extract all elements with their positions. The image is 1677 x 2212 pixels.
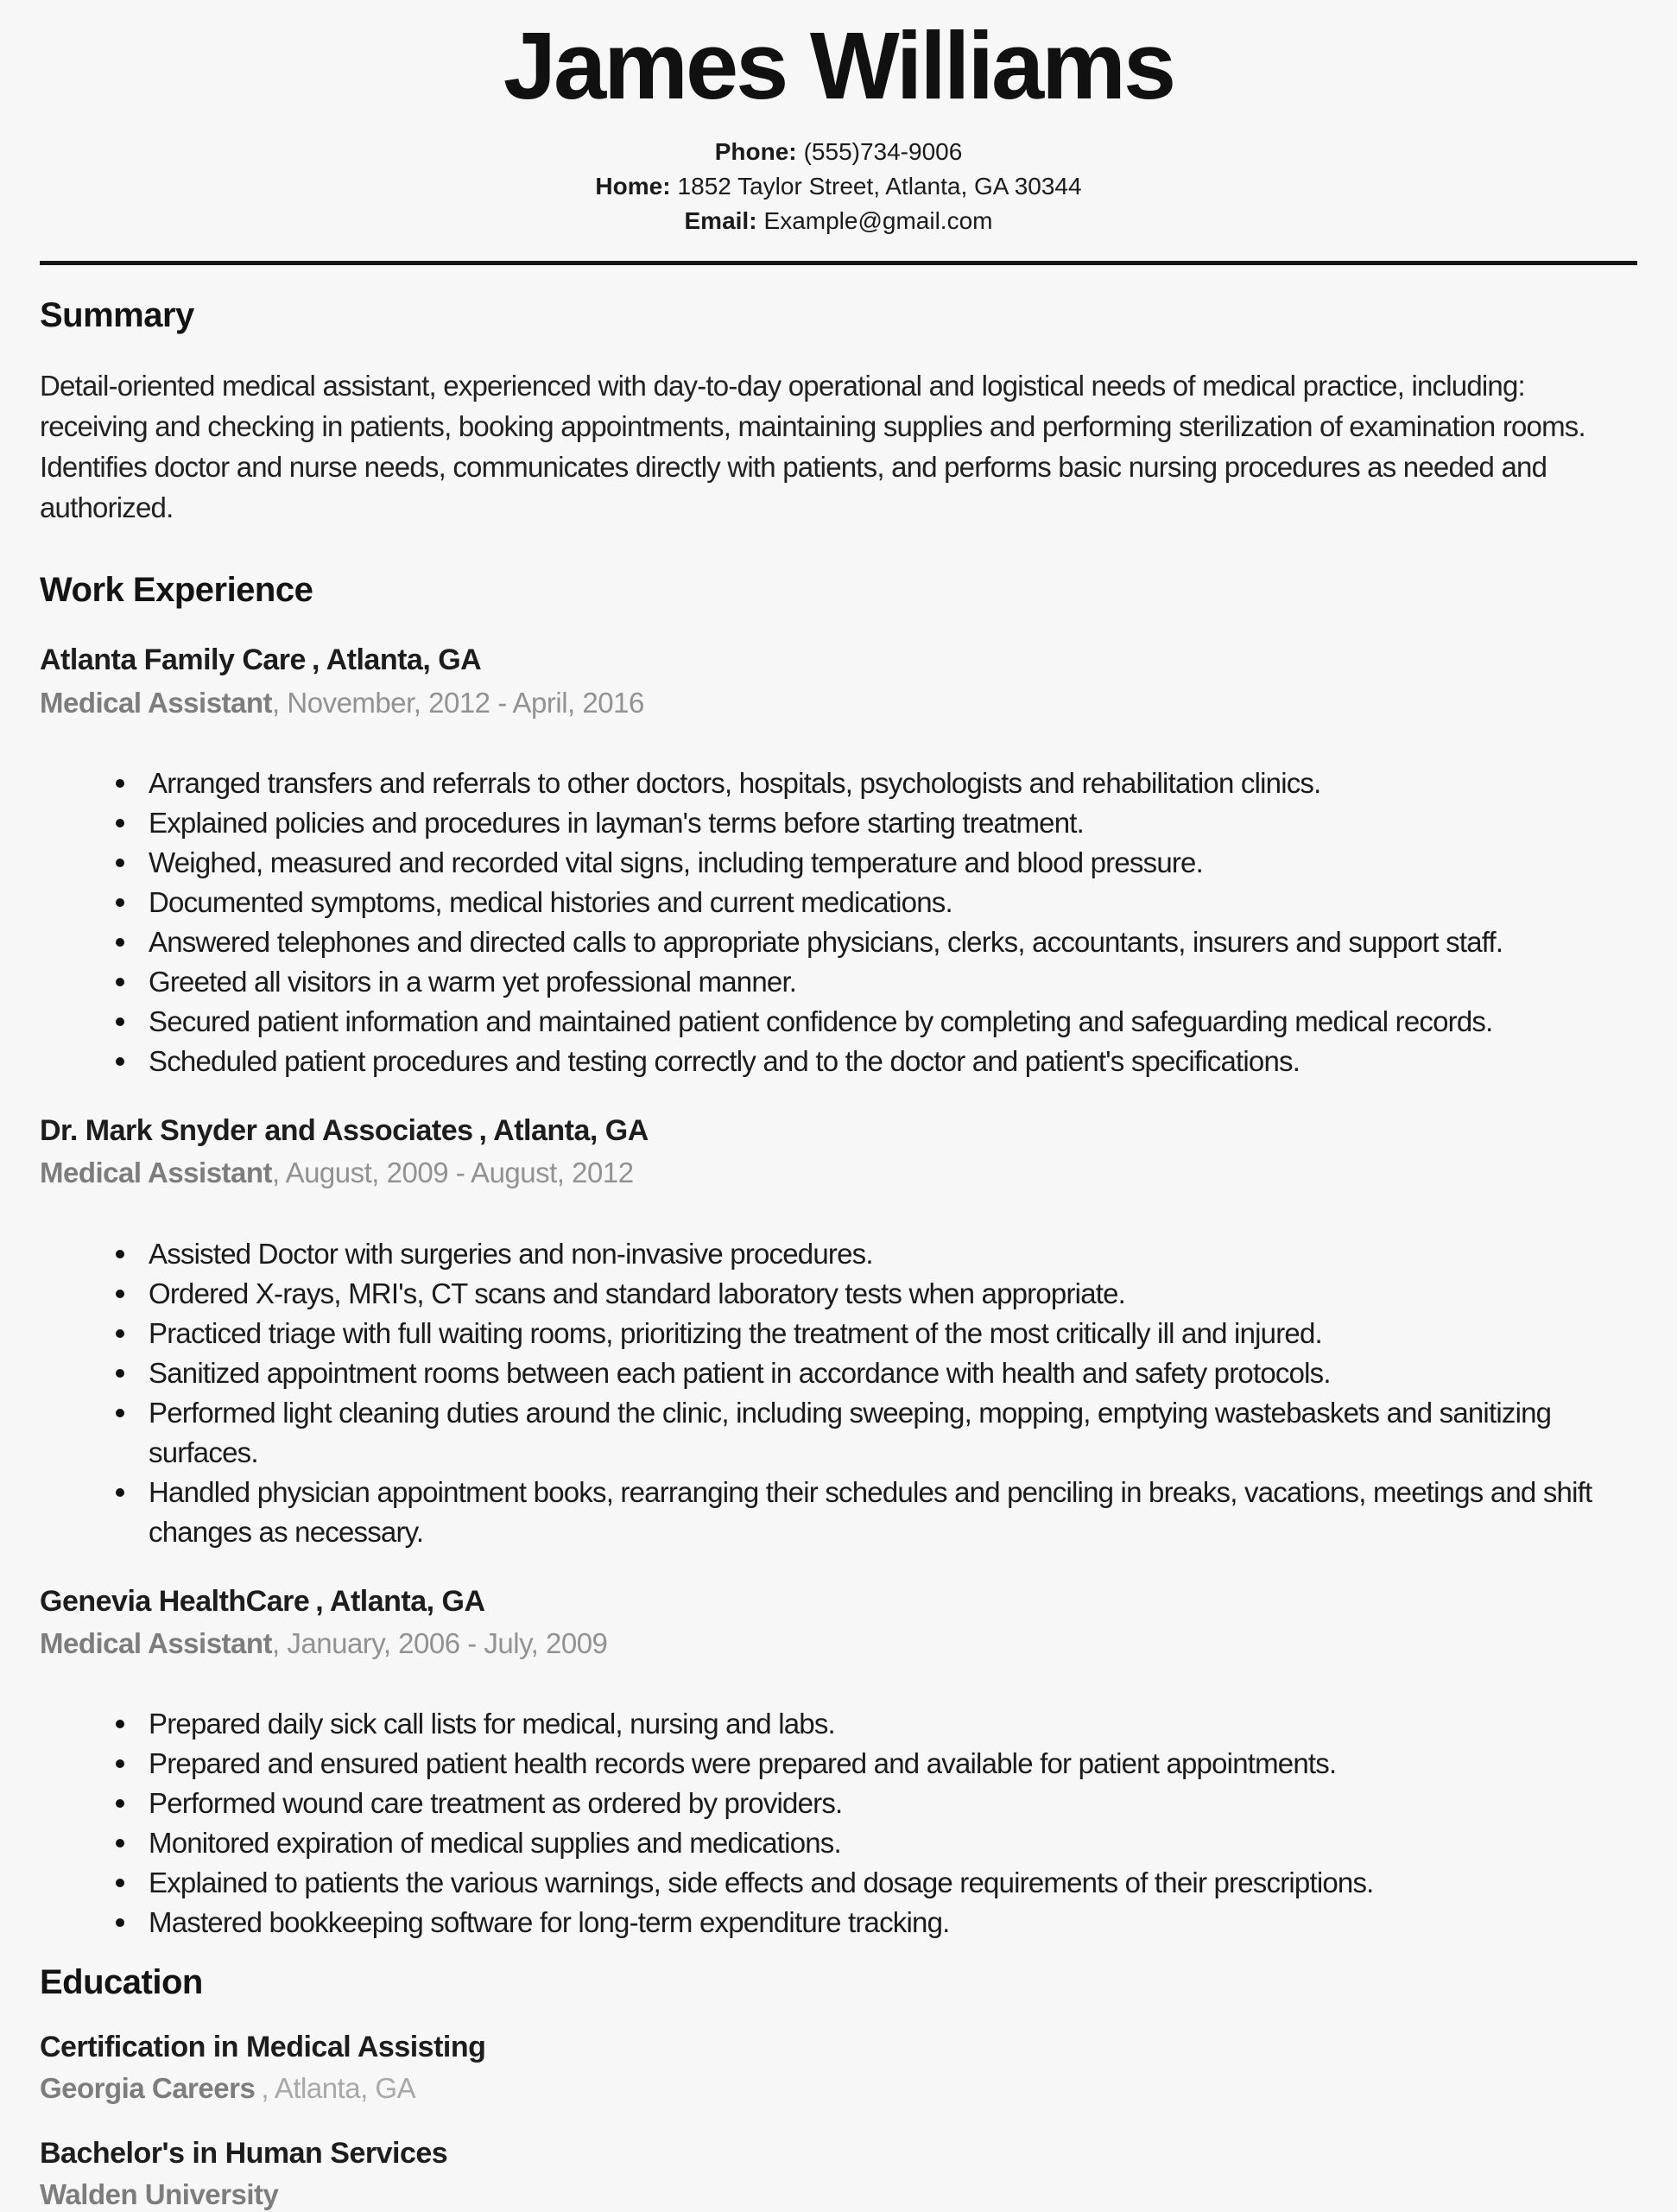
- job-entry: [40, 1112, 1637, 1552]
- company-line: [40, 642, 1637, 679]
- bullet-item: Explained policies and procedures in layman's terms before starting treatment.: [149, 803, 1637, 843]
- education-entry: [40, 2029, 1637, 2106]
- school-line: [40, 2070, 1637, 2106]
- bullet-item: Performed light cleaning duties around the clinic, including sweeping, mopping, emptying wastebaskets and sanitizing surfaces.: [149, 1393, 1637, 1473]
- bullet-item: Performed wound care treatment as ordered by providers.: [149, 1784, 1637, 1823]
- company-location: , Atlanta, GA: [478, 1113, 649, 1147]
- bullet-item: Weighed, measured and recorded vital signs, including temperature and blood pressure.: [149, 843, 1637, 883]
- bullet-item: Answered telephones and directed calls to appropriate physicians, clerks, accountants, insurers and support staff.: [149, 922, 1637, 962]
- email-value: Example@gmail.com: [763, 207, 993, 234]
- bullet-item: Secured patient information and maintained patient confidence by completing and safeguarding medical records.: [149, 1002, 1637, 1042]
- school-location: , Atlanta, GA: [261, 2071, 416, 2104]
- header-divider: [40, 261, 1637, 265]
- bullet-item: Prepared daily sick call lists for medical, nursing and labs.: [149, 1704, 1637, 1744]
- education-entry: [40, 2135, 1637, 2212]
- company-location: , Atlanta, GA: [315, 1584, 485, 1618]
- job-entry: [40, 1583, 1637, 1943]
- bullet-item: Practiced triage with full waiting rooms, prioritizing the treatment of the most critically ill and injured.: [149, 1314, 1637, 1353]
- contact-email: [40, 204, 1637, 238]
- bullet-item: Assisted Doctor with surgeries and non-invasive procedures.: [149, 1234, 1637, 1274]
- contact-phone: [40, 135, 1637, 169]
- degree-name: Bachelor's in Human Services: [40, 2137, 448, 2170]
- bullet-item: Prepared and ensured patient health records were prepared and available for patient appointments.: [149, 1744, 1637, 1784]
- school-name: Georgia Careers: [40, 2071, 256, 2104]
- bullet-item: Documented symptoms, medical histories and current medications.: [149, 883, 1637, 922]
- company-name: Atlanta Family Care: [40, 643, 306, 676]
- school-line: [40, 2177, 1637, 2212]
- company-line: [40, 1112, 1637, 1150]
- job-dates: , August, 2009 - August, 2012: [272, 1157, 634, 1189]
- email-label: Email:: [684, 207, 757, 234]
- job-dates: , January, 2006 - July, 2009: [272, 1627, 608, 1659]
- school-name: Walden University: [40, 2177, 279, 2210]
- company-line: [40, 1583, 1637, 1620]
- contact-block: [40, 135, 1637, 238]
- degree-name: Certification in Medical Assisting: [40, 2031, 486, 2064]
- job-bullet-list: [40, 764, 1637, 1081]
- bullet-item: Monitored expiration of medical supplies and medications.: [149, 1823, 1637, 1863]
- person-name: James Williams: [503, 13, 1174, 119]
- company-name: Genevia HealthCare: [40, 1584, 310, 1618]
- work-experience-heading: Work Experience: [40, 571, 313, 609]
- company-name: Dr. Mark Snyder and Associates: [40, 1113, 473, 1147]
- job-dates: , November, 2012 - April, 2016: [272, 686, 644, 719]
- role-line: [40, 1626, 1637, 1661]
- bullet-item: Ordered X-rays, MRI's, CT scans and standard laboratory tests when appropriate.: [149, 1274, 1637, 1314]
- contact-home: [40, 169, 1637, 204]
- summary-text: Detail-oriented medical assistant, experienced with day-to-day operational and logistical needs of medical practice, including: receiving and checking in patients, booking appointments, maintaining supplies and performing sterilization of examination rooms. Identifies doctor and nurse needs, communicates directly with patients, and performs basic nursing procedures as needed and authorized.: [40, 370, 1585, 523]
- bullet-item: Sanitized appointment rooms between each patient in accordance with health and safety protocols.: [149, 1353, 1637, 1393]
- phone-value: (555)734-9006: [803, 138, 963, 165]
- company-location: , Atlanta, GA: [311, 643, 482, 676]
- bullet-item: Mastered bookkeeping software for long-term expenditure tracking.: [149, 1903, 1637, 1943]
- job-bullet-list: [40, 1234, 1637, 1552]
- home-value: 1852 Taylor Street, Atlanta, GA 30344: [677, 173, 1082, 200]
- phone-label: Phone:: [714, 138, 797, 165]
- home-label: Home:: [595, 173, 671, 200]
- education-heading: Education: [40, 1963, 203, 2002]
- role-line: [40, 685, 1637, 720]
- job-title: Medical Assistant: [40, 1157, 273, 1189]
- bullet-item: Handled physician appointment books, rearranging their schedules and penciling in breaks, vacations, meetings and shift changes as necessary.: [149, 1473, 1637, 1552]
- job-title: Medical Assistant: [40, 686, 273, 719]
- bullet-item: Greeted all visitors in a warm yet professional manner.: [149, 962, 1637, 1002]
- bullet-item: Explained to patients the various warnings, side effects and dosage requirements of their prescriptions.: [149, 1863, 1637, 1903]
- role-line: [40, 1155, 1637, 1190]
- bullet-item: Scheduled patient procedures and testing correctly and to the doctor and patient's specifications.: [149, 1042, 1637, 1081]
- job-entry: [40, 642, 1637, 1081]
- summary-heading: Summary: [40, 296, 194, 334]
- job-title: Medical Assistant: [40, 1627, 273, 1659]
- bullet-item: Arranged transfers and referrals to other doctors, hospitals, psychologists and rehabilitation clinics.: [149, 764, 1637, 803]
- job-bullet-list: [40, 1704, 1637, 1943]
